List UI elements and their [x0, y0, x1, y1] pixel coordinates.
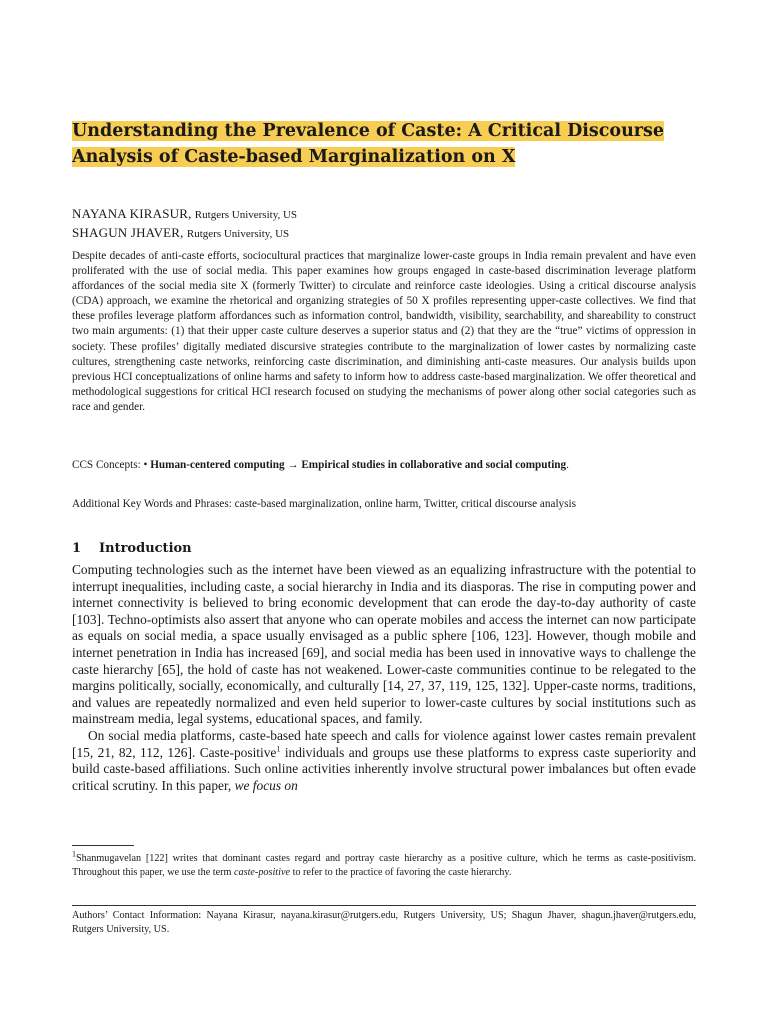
author-name: SHAGUN JHAVER,	[72, 225, 184, 240]
author-2	[72, 224, 297, 243]
paragraph	[72, 728, 696, 794]
section-heading	[72, 541, 192, 556]
footnote-text: Shanmugavelan [122] writes that dominant castes regard and portray caste hierarchy as a positive culture, which he terms as caste-positivism. Throughout this paper, we use the term	[72, 853, 696, 878]
footnote-divider	[72, 845, 134, 846]
footnote-emphasis: caste-positive	[234, 867, 291, 878]
footnote-marker: 1	[276, 744, 281, 754]
section-title: Introduction	[99, 541, 192, 556]
author-1	[72, 205, 297, 224]
footnote-text: to refer to the practice of favoring the caste hierarchy.	[290, 867, 512, 878]
keywords: Additional Key Words and Phrases: caste-based marginalization, online harm, Twitter, critical discourse analysis	[72, 498, 576, 510]
body-text	[72, 562, 696, 794]
ccs-concept-text: Human-centered computing → Empirical studies in collaborative and social computing	[150, 459, 567, 471]
contact-information: Authors’ Contact Information: Nayana Kirasur, nayana.kirasur@rutgers.edu, Rutgers University, US; Shagun Jhaver, shagun.jhaver@rutgers.edu, Rutgers University, US.	[72, 910, 696, 936]
author-affiliation: Rutgers University, US	[194, 209, 298, 221]
author-name: NAYANA KIRASUR,	[72, 206, 192, 221]
footnote-number: 1	[72, 849, 76, 859]
section-number: 1	[72, 541, 82, 556]
highlighted-title: Understanding the Prevalence of Caste: A Critical Discourse Analysis of Caste-based Marginalization on X	[72, 121, 665, 167]
emphasis-text: we focus on	[234, 777, 298, 793]
paragraph-text: individuals and groups use these platforms to express caste superiority and build caste-based affiliations. Such online activities inherently involve structural power imbalances but often evade critical scrutiny. In this paper,	[72, 744, 696, 793]
ccs-end: .	[566, 459, 569, 471]
ccs-concepts	[72, 458, 696, 473]
author-block	[72, 205, 297, 243]
author-affiliation: Rutgers University, US	[186, 228, 290, 240]
ccs-label: CCS Concepts: •	[72, 459, 148, 471]
paragraph: Computing technologies such as the internet have been viewed as an equalizing infrastructure with the potential to interrupt inequalities, including caste, a social hierarchy in India and its diasporas. The rise in computing power and internet connectivity is believed to bring economic development that can erode the day-to-day authority of caste [103]. Techno-optimists also assert that anyone who can operate mobiles and access the internet can now participate as equals on social media, a space usually envisaged as a public sphere [106, 123]. However, though mobile and internet penetration in India has increased [69], and social media has been used in innovative ways to challenge the caste hierarchy [65], the hold of caste has not weakened. Lower-caste communities continue to be relegated to the margins politically, socially, economically, and culturally [14, 27, 37, 119, 125, 132]. Upper-caste norms, traditions, and values are repeatedly normalized and even held superior to lower-caste cultures by social institutions such as mainstream media, legal systems, educational spaces, and family.	[72, 562, 696, 727]
contact-divider	[72, 905, 696, 906]
footnote	[72, 849, 696, 880]
paragraph-text: On social media platforms, caste-based hate speech and calls for violence against lower castes remain prevalent [15, 21, 82, 112, 126]. Caste-positive	[72, 727, 696, 760]
abstract: Despite decades of anti-caste efforts, sociocultural practices that marginalize lower-caste groups in India remain prevalent and have even proliferated with the use of social media. This paper examines how groups engaged in caste-based discrimination leverage platform affordances of the social media site X (formerly Twitter) to circulate and reinforce caste ideologies. Using a critical discourse analysis (CDA) approach, we examine the rhetorical and organizing strategies of 50 X profiles representing upper-caste collectives. We find that these profiles leverage platform affordances such as information control, bandwidth, visibility, searchability, and shareability to construct two main arguments: (1) that their upper caste culture deserves a superior status and (2) that they are the “true” victims of oppression in society. These profiles’ digitally mediated discursive strategies contribute to the marginalization of lower castes by normalizing caste cultures, strengthening caste networks, reinforcing caste discrimination, and diminishing anti-caste measures. Our analysis builds upon previous HCI conceptualizations of online harms and safety to inform how to address caste-based marginalization. We offer theoretical and methodological suggestions for critical HCI research focused on studying the mechanisms of power along other social categories such as race and gender.	[72, 250, 696, 413]
paper-title	[72, 118, 696, 170]
